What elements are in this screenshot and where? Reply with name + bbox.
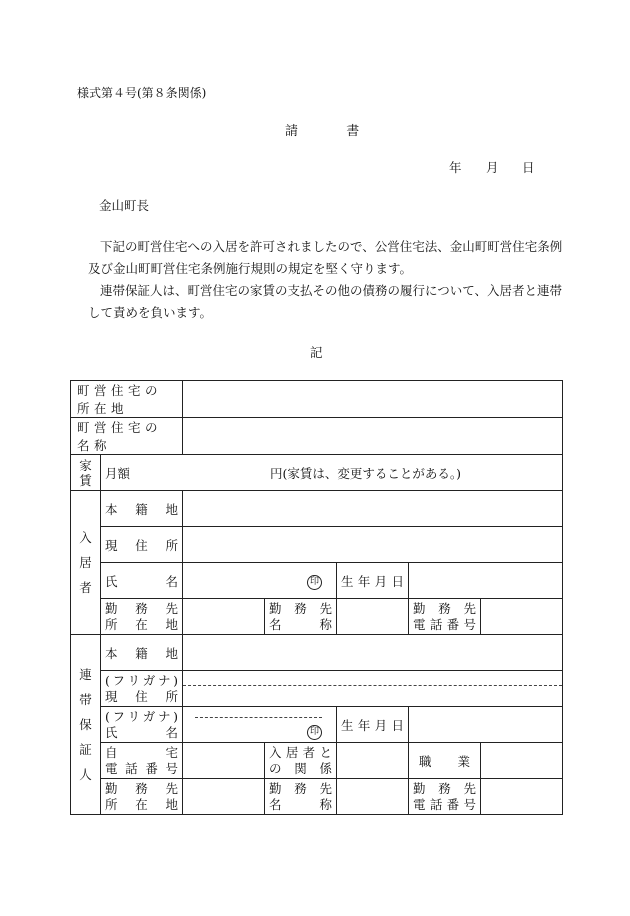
tenant-birth-label <box>337 563 409 599</box>
housing-name-field[interactable] <box>183 418 563 455</box>
g-occ-text: 職 業 <box>419 753 471 769</box>
guarantor-address-label <box>101 671 183 707</box>
guarantor-work-phone-field[interactable] <box>481 779 563 815</box>
guarantor-birth-field[interactable] <box>409 707 563 743</box>
g-wl2-text: 所 在 地 <box>105 796 179 812</box>
tenant-honseki-field[interactable] <box>183 491 563 527</box>
guarantor-honseki-field[interactable] <box>183 635 563 671</box>
g-name-text: 氏 名 <box>105 724 179 740</box>
rent-note: 円(家賃は、変更することがある。) <box>269 465 461 481</box>
t-addr-text: 現 住 所 <box>105 537 179 553</box>
guarantor-work-name-field[interactable] <box>337 779 409 815</box>
t-wl1-text: 勤 務 先 <box>105 600 179 616</box>
g-rel1-text: 入 居 者 と <box>269 744 333 760</box>
tenant-work-phone-field[interactable] <box>481 599 563 635</box>
g-fa-text: ( フ リ ガ ナ ) <box>105 672 178 688</box>
rent-label: 家 賃 <box>71 455 101 491</box>
tenant-name-label <box>101 563 183 599</box>
date-month-label: 月 <box>486 160 499 175</box>
tenant-name-field[interactable] <box>183 563 337 599</box>
g-birth-text: 生 年 月 日 <box>341 717 405 733</box>
tenant-work-phone-label <box>409 599 481 635</box>
g-honseki-text: 本 籍 地 <box>105 645 179 661</box>
furigana-divider-name <box>195 717 322 718</box>
guarantor-home-phone-field[interactable] <box>183 743 265 779</box>
g-wp1-text: 勤 務 先 <box>413 780 476 796</box>
t-name-text: 氏 名 <box>105 573 179 589</box>
guarantor-birth-label <box>337 707 409 743</box>
tenant-work-name-label <box>265 599 337 635</box>
body-paragraphs <box>88 236 564 324</box>
tenant-work-location-label <box>101 599 183 635</box>
g-rel2-text: の 関 係 <box>269 760 332 776</box>
tenant-work-name-field[interactable] <box>337 599 409 635</box>
tenant-address-field[interactable] <box>183 527 563 563</box>
g-wl1-text: 勤 務 先 <box>105 780 179 796</box>
t-wl2-text: 所 在 地 <box>105 616 179 632</box>
monthly-label: 月額 <box>105 465 131 481</box>
date-day-label: 日 <box>522 160 535 175</box>
form-number: 様式第４号(第８条関係) <box>77 86 207 100</box>
guarantor-work-location-label <box>101 779 183 815</box>
date-year-label: 年 <box>449 160 462 175</box>
guarantor-work-name-label <box>265 779 337 815</box>
guarantor-occupation-label <box>409 743 481 779</box>
t-wn2-text: 名 称 <box>269 616 333 632</box>
guarantor-address-field[interactable] <box>183 671 563 707</box>
guarantor-relation-label <box>265 743 337 779</box>
guarantor-name-label <box>101 707 183 743</box>
furigana-divider <box>183 685 562 686</box>
housing-name-label: 町営住宅の名称 <box>71 418 183 455</box>
g-wn2-text: 名 称 <box>269 796 333 812</box>
guarantor-work-location-field[interactable] <box>183 779 265 815</box>
tenant-work-location-field[interactable] <box>183 599 265 635</box>
guarantor-work-phone-label <box>409 779 481 815</box>
location-field[interactable] <box>183 381 563 418</box>
tenant-birth-field[interactable] <box>409 563 563 599</box>
g-fn-text: ( フ リ ガ ナ ) <box>105 708 178 724</box>
document-title <box>285 120 361 139</box>
t-birth-text: 生 年 月 日 <box>341 573 405 589</box>
t-wp2-text: 電 話 番 号 <box>413 616 477 632</box>
location-label: 町営住宅の所在地 <box>71 381 183 418</box>
g-hp1-text: 自 宅 <box>105 744 179 760</box>
guarantor-relation-field[interactable] <box>337 743 409 779</box>
g-wp2-text: 電 話 番 号 <box>413 796 477 812</box>
title-char-1: 請 <box>285 124 301 139</box>
ki-heading: 記 <box>310 345 323 360</box>
g-hp2-text: 電 話 番 号 <box>105 760 178 776</box>
t-wp1-text: 勤 務 先 <box>413 600 476 616</box>
paragraph-2: 連帯保証人は、町営住宅の家賃の支払その他の債務の履行について、入居者と連帯して責めを負います。 <box>88 283 563 320</box>
application-table <box>70 380 563 815</box>
guarantor-honseki-label <box>101 635 183 671</box>
g-wn1-text: 勤 務 先 <box>269 780 332 796</box>
guarantor-occupation-field[interactable] <box>481 743 563 779</box>
tenant-honseki-label <box>101 491 183 527</box>
t-wn1-text: 勤 務 先 <box>269 600 332 616</box>
guarantor-name-field[interactable] <box>183 707 337 743</box>
title-char-2: 書 <box>346 124 362 139</box>
guarantor-side-label: 連 帯 保 証 人 <box>71 635 101 815</box>
tenant-side-label: 入 居 者 <box>71 491 101 635</box>
paragraph-1: 下記の町営住宅への入居を許可されましたので、公営住宅法、金山町町営住宅条例及び金山町町営住宅条例施行規則の規定を堅く守ります。 <box>88 239 563 276</box>
rent-field[interactable] <box>101 455 563 491</box>
tenant-address-label <box>101 527 183 563</box>
seal-mark-guarantor: 印 <box>307 725 322 740</box>
addressee: 金山町長 <box>99 198 150 213</box>
seal-mark: 印 <box>307 575 322 590</box>
t-honseki-text: 本 籍 地 <box>105 501 179 517</box>
g-addr-text: 現 住 所 <box>105 688 179 704</box>
guarantor-home-phone-label <box>101 743 183 779</box>
